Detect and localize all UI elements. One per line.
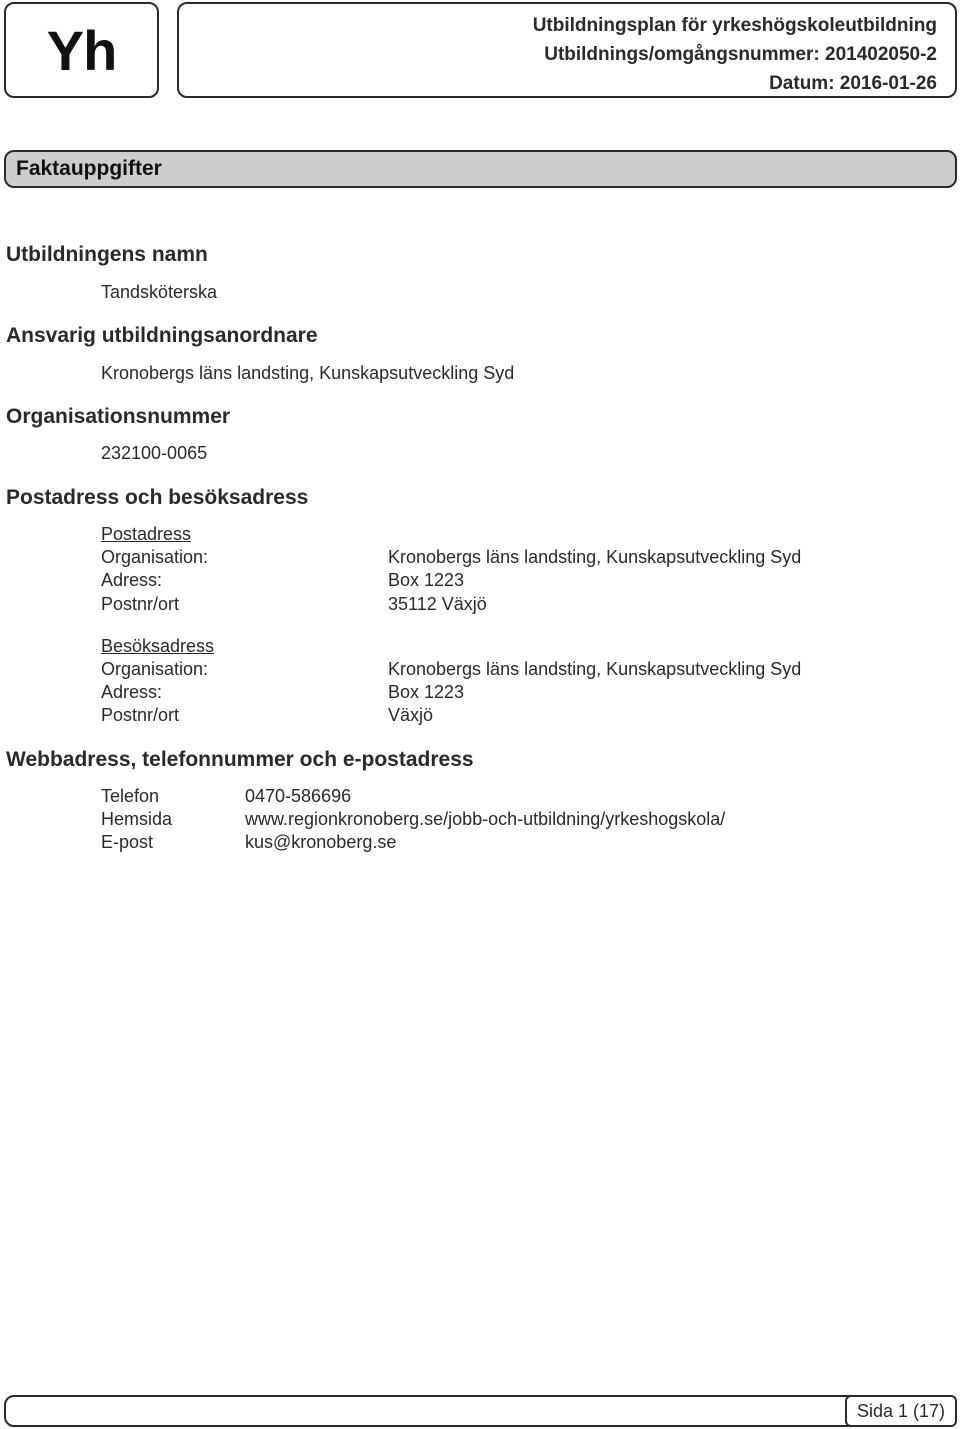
education-name-value: Tandsköterska bbox=[101, 282, 218, 302]
postal-address-value: Box 1223 bbox=[388, 570, 465, 590]
provider-value: Kronobergs läns landsting, Kunskapsutveckling Syd bbox=[101, 363, 515, 383]
email-link[interactable]: kus@kronoberg.se bbox=[245, 832, 397, 852]
postal-zip-value: 35112 Växjö bbox=[388, 594, 487, 614]
org-number-heading: Organisationsnummer bbox=[6, 405, 231, 428]
website-link[interactable]: www.regionkronoberg.se/jobb-och-utbildning/yrkeshogskola/ bbox=[245, 809, 726, 829]
document-title: Utbildningsplan för yrkeshögskoleutbildning bbox=[532, 15, 937, 36]
visit-org-label: Organisation: bbox=[101, 659, 209, 679]
postal-address-label: Adress: bbox=[101, 570, 163, 590]
email-label: E-post bbox=[101, 832, 154, 852]
postal-org-value: Kronobergs läns landsting, Kunskapsutveckling Syd bbox=[388, 547, 802, 567]
logo-box bbox=[4, 2, 159, 98]
addresses-heading: Postadress och besöksadress bbox=[6, 486, 309, 509]
page-number: Sida 1 (17) bbox=[845, 1395, 957, 1427]
contact-heading: Webbadress, telefonnummer och e-postadress bbox=[6, 748, 474, 771]
section-title: Faktauppgifter bbox=[16, 157, 162, 180]
education-name-heading: Utbildningens namn bbox=[6, 243, 208, 266]
program-number: Utbildnings/omgångsnummer: 201402050-2 bbox=[544, 44, 937, 65]
postal-zip-label: Postnr/ort bbox=[101, 594, 180, 614]
visit-zip-value: Växjö bbox=[388, 705, 434, 725]
visit-zip-label: Postnr/ort bbox=[101, 705, 180, 725]
org-number-value: 232100-0065 bbox=[101, 443, 208, 463]
document-date: Datum: 2016-01-26 bbox=[769, 73, 937, 94]
document-header bbox=[177, 2, 957, 98]
yh-logo: Yh bbox=[46, 18, 117, 82]
page-footer bbox=[4, 1395, 957, 1427]
phone-label: Telefon bbox=[101, 786, 160, 806]
visit-address-value: Box 1223 bbox=[388, 682, 465, 702]
section-bar bbox=[4, 150, 957, 188]
provider-heading: Ansvarig utbildningsanordnare bbox=[6, 324, 318, 347]
postal-org-label: Organisation: bbox=[101, 547, 209, 567]
visit-address-title: Besöksadress bbox=[101, 636, 215, 656]
visit-address-label: Adress: bbox=[101, 682, 163, 702]
phone-value: 0470-586696 bbox=[245, 786, 352, 806]
visit-org-value: Kronobergs läns landsting, Kunskapsutveckling Syd bbox=[388, 659, 802, 679]
website-label: Hemsida bbox=[101, 809, 173, 829]
postal-address-title: Postadress bbox=[101, 524, 192, 544]
